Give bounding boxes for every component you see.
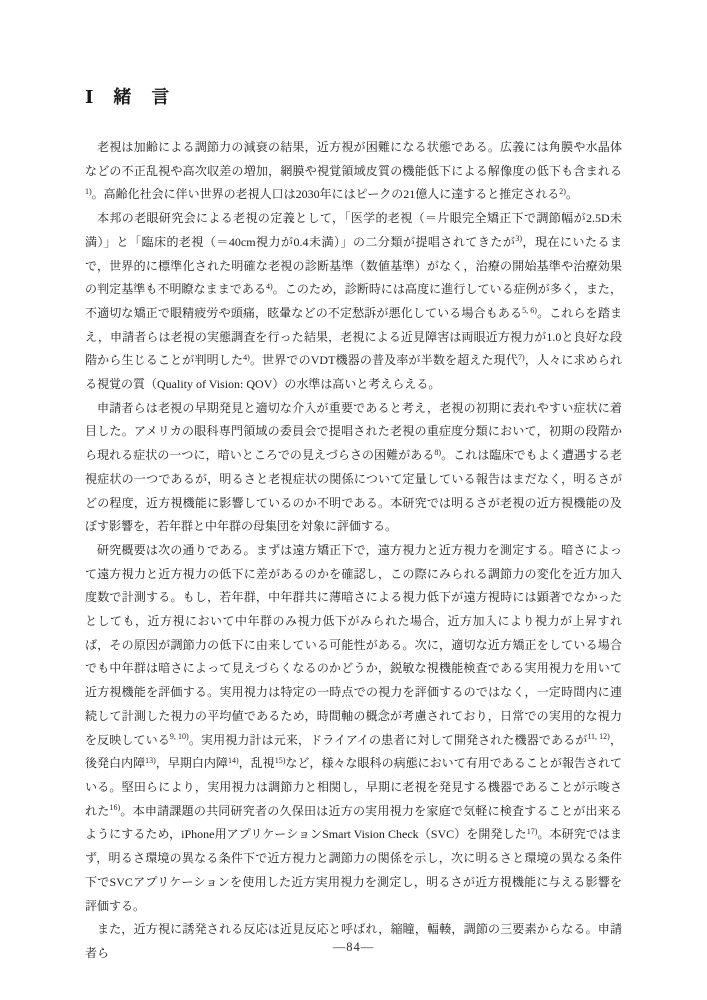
paragraph: 申請者らは老視の早期発見と適切な介入が重要であると考え，老視の初期に表れやすい症状に着目した。アメリカの眼科専門領域の委員会で提唱された老視の重症度分類において，初期の段階から現れる症状の一つに，暗いところでの見えづらさの困難がある$^{8)}$。これは臨床でもよく遭遇する老視症状の一つであるが，明るさと老視症状の関係について定量している報告はまだなく，明るさがどの程度，近方視機能に影響しているのか不明である。本研究では明るさが老視の近方視機能の及ぼす影響を，若年群と中年群の母集団を対象に評価する。: [85, 400, 622, 534]
page-number: —84—: [332, 940, 375, 954]
paragraph: 本邦の老眼研究会による老視の定義として，「医学的老視（＝片眼完全矯正下で調節幅が2.5D未満）」と「臨床的老視（＝40cm視力が0.4未満）」の二分類が提唱されてきたが$^{3)}$，現在にいたるまで，世界的に標準化された明確な老視の診断基準（数値基準）がなく，治療の開始基準や治療効果の判定基準も不明瞭なままである$^{4)}$。このため，診断時には高度に進行している症例が多く，また，不適切な矯正で眼精疲労や頭痛，眩暈などの不定愁訴が悪化している場合もある$^{5, 6)}$。これらを踏まえ，申請者らは老視の実態調査を行った結果，老視による近見障害は両眼近方視力が1.0と良好な段階から生じることが判明した$^{4)}$。世界でのVDT機器の普及率が半数を超えた現代$^{7)}$，人々に求められる視覚の質（Quality of Vision: QOV）の水準は高いと考えらえる。: [85, 211, 622, 392]
paragraph: 研究概要は次の通りである。まずは遠方矯正下で，遠方視力と近方視力を測定する。暗さによって遠方視力と近方視力の低下に差があるのかを確認し，この際にみられる調節力の変化を近方加入度数で計測する。もし，若年群，中年群共に薄暗さによる視力低下が遠方視時には顕著でなかったとしても，近方視において中年群のみ視力低下がみられた場合，近方加入により視力が上昇すれば，その原因が調節力の低下に由来している可能性がある。次に，適切な近方矯正をしている場合でも中年群は暗さによって見えづらくなるのかどうか，鋭敏な視機能検査である実用視力を用いて近方視機能を評価する。実用視力は特定の一時点での視力を評価するのではなく，一定時間内に連続して計測した視力の平均値であるため，時間軸の概念が考慮されており，日常での実用的な視力を反映している$^{9, 10)}$。実用視力計は元来，ドライアイの患者に対して開発された機器であるが$^{11, 12)}$，後発白内障$^{13)}$，早期白内障$^{14)}$，乱視$^{15)}$など，様々な眼科の病態において有用であることが報告されている。堅田らにより，実用視力は調節力と相関し，早期に老視を発見する機器であることが示唆された$^{16)}$。本申請課題の共同研究者の久保田は近方の実用視力を家庭で気軽に検査することが出来るようにするため，iPhone用アプリケーションSmart Vision Check（SVC）を開発した$^{17)}$。本研究ではまず，明るさ環境の異なる条件下で近方視力と調節力の関係を示し，次に明るさと環境の異なる条件下でSVCアプリケーションを使用した近方実用視力を測定し，明るさが近方視機能に与える影響を評価する。: [85, 542, 622, 913]
paragraph: また，近方視に誘発される反応は近見反応と呼ばれ，縮瞳，輻輳，調節の三要素からなる。申請者ら: [85, 922, 622, 960]
paragraph: 老視は加齢による調節力の減衰の結果，近方視が困難になる状態である。広義には角膜や水晶体などの不正乱視や高次収差の増加，網膜や視覚領域皮質の機能低下による解像度の低下も含まれる$^{1)}$。高齢化社会に伴い世界の老視人口は2030年にはピークの21億人に達すると推定される$^{2)}$。: [85, 140, 622, 202]
document-body: [85, 136, 622, 966]
section-heading: Ⅰ 緒 言: [85, 87, 171, 107]
